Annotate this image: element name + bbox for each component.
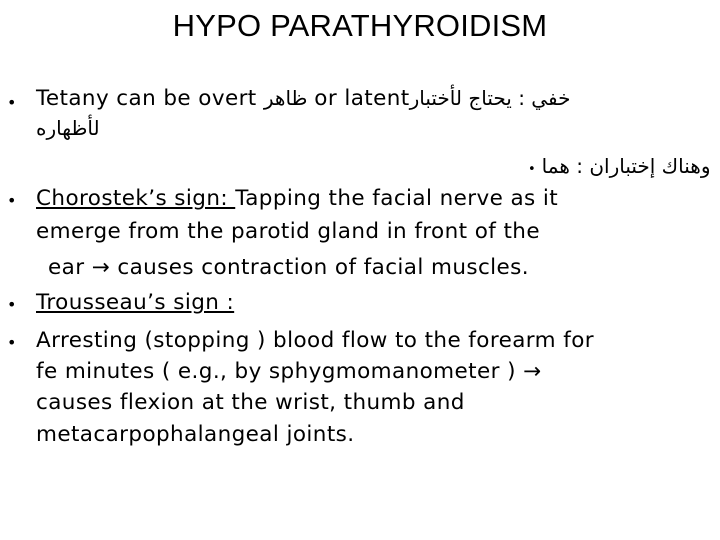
chorostek-text-1: Tapping the facial nerve as it [235,186,559,211]
arabic-latent: خفي : يحتاج لأختبار [409,86,571,110]
chorostek-line-3 [48,257,529,279]
arresting-line-4: metacarpophalangeal joints. [36,422,355,447]
arresting-line-3: causes flexion at the wrist, thumb and [36,390,465,415]
tetany-text-a: Tetany can be overt [36,86,264,111]
bullet-1: • [7,93,17,112]
bullet-3: • [7,295,17,314]
tetany-line [36,88,570,110]
arabic-overt: ظاهر [263,86,308,110]
sub-bullet: • [528,162,536,177]
chorostek-line-2: emerge from the parotid gland in front of the [36,219,540,244]
chorostek-text-3b: causes contraction of facial muscles. [110,255,530,280]
chorostek-text-3a: ear [48,255,92,280]
chorostek-line-1 [36,188,558,210]
slide-title: HYPO PARATHYROIDISM [172,8,548,43]
chorostek-label: Chorostek’s sign: [36,186,236,211]
arresting-line-2 [36,361,542,383]
bullet-4: • [7,333,17,352]
arabic-wrap-line: لأظهاره [36,116,100,140]
tetany-text-b: or latent [307,86,410,111]
arresting-line-1: Arresting (stopping ) blood flow to the forearm for [36,328,595,353]
arrow-icon-2: → [523,359,542,384]
arabic-sub-line [528,156,711,177]
arresting-text-2a: fe minutes ( e.g., by sphygmomanometer ) [36,359,524,384]
arabic-sub-text: وهناك إختباران : هما [541,154,711,178]
bullet-2: • [7,191,17,210]
trousseau-label: Trousseau’s sign : [36,290,235,315]
arrow-icon: → [91,255,111,280]
